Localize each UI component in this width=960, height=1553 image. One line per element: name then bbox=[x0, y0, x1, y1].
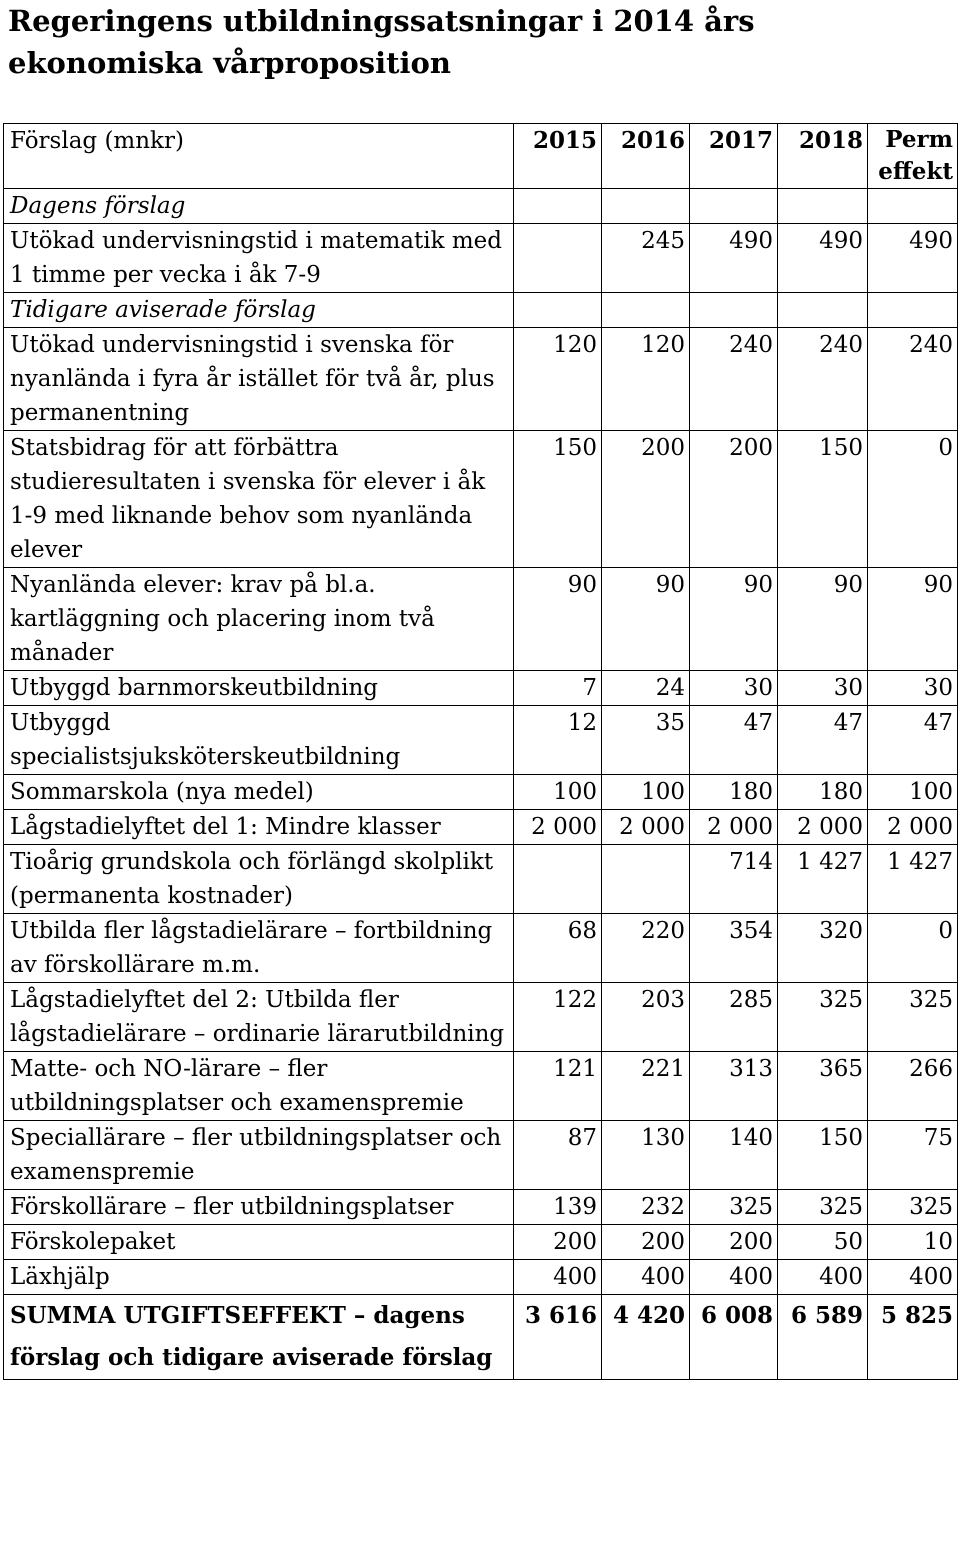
table-row bbox=[4, 1295, 958, 1380]
row-value: 150 bbox=[514, 431, 602, 568]
row-value: 325 bbox=[690, 1190, 778, 1225]
row-value: 7 bbox=[514, 671, 602, 706]
row-label: SUMMA UTGIFTSEFFEKT – dagens förslag och tidigare aviserade förslag bbox=[4, 1295, 514, 1380]
row-label: Matte- och NO-lärare – fler utbildningsplatser och examenspremie bbox=[4, 1052, 514, 1121]
header-year-2016: 2016 bbox=[602, 124, 690, 189]
table-body bbox=[4, 189, 958, 1380]
header-year-2015: 2015 bbox=[514, 124, 602, 189]
row-value: 75 bbox=[868, 1121, 958, 1190]
row-value: 122 bbox=[514, 983, 602, 1052]
row-value: 120 bbox=[514, 328, 602, 431]
row-value: 325 bbox=[868, 983, 958, 1052]
row-value: 2 000 bbox=[778, 810, 868, 845]
row-value: 200 bbox=[690, 431, 778, 568]
row-value: 47 bbox=[690, 706, 778, 775]
row-value: 50 bbox=[778, 1225, 868, 1260]
row-value: 140 bbox=[690, 1121, 778, 1190]
row-label: Dagens förslag bbox=[4, 189, 514, 224]
row-label: Lågstadielyftet del 1: Mindre klasser bbox=[4, 810, 514, 845]
row-value: 90 bbox=[514, 568, 602, 671]
row-value bbox=[602, 293, 690, 328]
row-value bbox=[514, 845, 602, 914]
budget-table bbox=[3, 123, 958, 1380]
row-value: 4 420 bbox=[602, 1295, 690, 1380]
row-value: 139 bbox=[514, 1190, 602, 1225]
row-value: 266 bbox=[868, 1052, 958, 1121]
row-value bbox=[778, 293, 868, 328]
row-value: 200 bbox=[514, 1225, 602, 1260]
row-value: 354 bbox=[690, 914, 778, 983]
row-label: Tioårig grundskola och förlängd skolplikt (permanenta kostnader) bbox=[4, 845, 514, 914]
row-value: 100 bbox=[602, 775, 690, 810]
row-value: 120 bbox=[602, 328, 690, 431]
row-value: 220 bbox=[602, 914, 690, 983]
table-row bbox=[4, 914, 958, 983]
row-value: 121 bbox=[514, 1052, 602, 1121]
row-value: 221 bbox=[602, 1052, 690, 1121]
row-value: 200 bbox=[602, 431, 690, 568]
header-perm-effekt: Perm effekt bbox=[868, 124, 958, 189]
row-value: 90 bbox=[602, 568, 690, 671]
row-value: 240 bbox=[868, 328, 958, 431]
row-value: 3 616 bbox=[514, 1295, 602, 1380]
row-value: 30 bbox=[778, 671, 868, 706]
row-value: 30 bbox=[868, 671, 958, 706]
page-title: Regeringens utbildningssatsningar i 2014 års ekonomiska vårproposition bbox=[8, 4, 755, 80]
row-value: 90 bbox=[690, 568, 778, 671]
table-row bbox=[4, 671, 958, 706]
row-value: 5 825 bbox=[868, 1295, 958, 1380]
table-row bbox=[4, 431, 958, 568]
table-row bbox=[4, 328, 958, 431]
row-value bbox=[690, 293, 778, 328]
row-value: 90 bbox=[778, 568, 868, 671]
row-value: 6 589 bbox=[778, 1295, 868, 1380]
row-value: 203 bbox=[602, 983, 690, 1052]
table-row bbox=[4, 189, 958, 224]
row-label: Utbilda fler lågstadielärare – fortbildning av förskollärare m.m. bbox=[4, 914, 514, 983]
row-value bbox=[514, 189, 602, 224]
row-value: 150 bbox=[778, 431, 868, 568]
row-value: 325 bbox=[778, 1190, 868, 1225]
header-label bbox=[4, 124, 514, 189]
row-value: 400 bbox=[778, 1260, 868, 1295]
row-value: 400 bbox=[602, 1260, 690, 1295]
table-row bbox=[4, 810, 958, 845]
row-value bbox=[514, 224, 602, 293]
table-row bbox=[4, 293, 958, 328]
row-label: Utökad undervisningstid i svenska för nyanlända i fyra år istället för två år, plus permanentning bbox=[4, 328, 514, 431]
row-label: Nyanlända elever: krav på bl.a. kartläggning och placering inom två månader bbox=[4, 568, 514, 671]
table-row bbox=[4, 1190, 958, 1225]
header-year-2017: 2017 bbox=[690, 124, 778, 189]
row-label: Förskollärare – fler utbildningsplatser bbox=[4, 1190, 514, 1225]
row-value: 68 bbox=[514, 914, 602, 983]
row-value: 285 bbox=[690, 983, 778, 1052]
row-value: 400 bbox=[690, 1260, 778, 1295]
row-value bbox=[514, 293, 602, 328]
table-row bbox=[4, 1260, 958, 1295]
row-value: 90 bbox=[868, 568, 958, 671]
row-label: Speciallärare – fler utbildningsplatser och examenspremie bbox=[4, 1121, 514, 1190]
table-row bbox=[4, 775, 958, 810]
row-value: 150 bbox=[778, 1121, 868, 1190]
row-label: Utökad undervisningstid i matematik med 1 timme per vecka i åk 7-9 bbox=[4, 224, 514, 293]
row-value: 200 bbox=[690, 1225, 778, 1260]
row-value: 714 bbox=[690, 845, 778, 914]
row-value: 400 bbox=[514, 1260, 602, 1295]
row-label: Utbyggd barnmorskeutbildning bbox=[4, 671, 514, 706]
row-value: 2 000 bbox=[514, 810, 602, 845]
row-value bbox=[602, 189, 690, 224]
row-label: Statsbidrag för att förbättra studieresultaten i svenska för elever i åk 1-9 med liknande behov som nyanlända elever bbox=[4, 431, 514, 568]
table-row bbox=[4, 706, 958, 775]
row-value: 30 bbox=[690, 671, 778, 706]
row-value: 490 bbox=[690, 224, 778, 293]
row-value: 180 bbox=[778, 775, 868, 810]
table-row bbox=[4, 1052, 958, 1121]
row-value: 240 bbox=[690, 328, 778, 431]
row-value: 47 bbox=[868, 706, 958, 775]
row-value: 490 bbox=[868, 224, 958, 293]
table-header-row bbox=[4, 124, 958, 189]
row-value bbox=[868, 189, 958, 224]
row-value bbox=[778, 189, 868, 224]
row-value: 24 bbox=[602, 671, 690, 706]
row-label: Lågstadielyftet del 2: Utbilda fler lågstadielärare – ordinarie lärarutbildning bbox=[4, 983, 514, 1052]
header-label-text: Förslag (mnkr) bbox=[10, 128, 184, 154]
row-value: 47 bbox=[778, 706, 868, 775]
row-value: 313 bbox=[690, 1052, 778, 1121]
row-value: 100 bbox=[514, 775, 602, 810]
row-value: 400 bbox=[868, 1260, 958, 1295]
row-value: 2 000 bbox=[690, 810, 778, 845]
table-row bbox=[4, 845, 958, 914]
row-value: 200 bbox=[602, 1225, 690, 1260]
row-value: 325 bbox=[868, 1190, 958, 1225]
row-label: Utbyggd specialistsjuksköterskeutbildning bbox=[4, 706, 514, 775]
header-year-2018: 2018 bbox=[778, 124, 868, 189]
row-value: 2 000 bbox=[868, 810, 958, 845]
row-value: 320 bbox=[778, 914, 868, 983]
table-row bbox=[4, 568, 958, 671]
row-value: 6 008 bbox=[690, 1295, 778, 1380]
row-value: 0 bbox=[868, 914, 958, 983]
row-value: 365 bbox=[778, 1052, 868, 1121]
row-label: Förskolepaket bbox=[4, 1225, 514, 1260]
table-row bbox=[4, 1121, 958, 1190]
row-label: Sommarskola (nya medel) bbox=[4, 775, 514, 810]
row-value: 130 bbox=[602, 1121, 690, 1190]
row-value: 325 bbox=[778, 983, 868, 1052]
row-value: 240 bbox=[778, 328, 868, 431]
row-value: 100 bbox=[868, 775, 958, 810]
row-value: 35 bbox=[602, 706, 690, 775]
row-value: 1 427 bbox=[778, 845, 868, 914]
table-row bbox=[4, 224, 958, 293]
row-value: 232 bbox=[602, 1190, 690, 1225]
row-label: Tidigare aviserade förslag bbox=[4, 293, 514, 328]
row-label: Läxhjälp bbox=[4, 1260, 514, 1295]
row-value: 0 bbox=[868, 431, 958, 568]
row-value: 2 000 bbox=[602, 810, 690, 845]
row-value: 10 bbox=[868, 1225, 958, 1260]
row-value bbox=[868, 293, 958, 328]
row-value: 1 427 bbox=[868, 845, 958, 914]
row-value: 12 bbox=[514, 706, 602, 775]
row-value: 87 bbox=[514, 1121, 602, 1190]
row-value bbox=[602, 845, 690, 914]
row-value: 490 bbox=[778, 224, 868, 293]
row-value: 245 bbox=[602, 224, 690, 293]
row-value: 180 bbox=[690, 775, 778, 810]
row-value bbox=[690, 189, 778, 224]
table-row bbox=[4, 1225, 958, 1260]
table-row bbox=[4, 983, 958, 1052]
